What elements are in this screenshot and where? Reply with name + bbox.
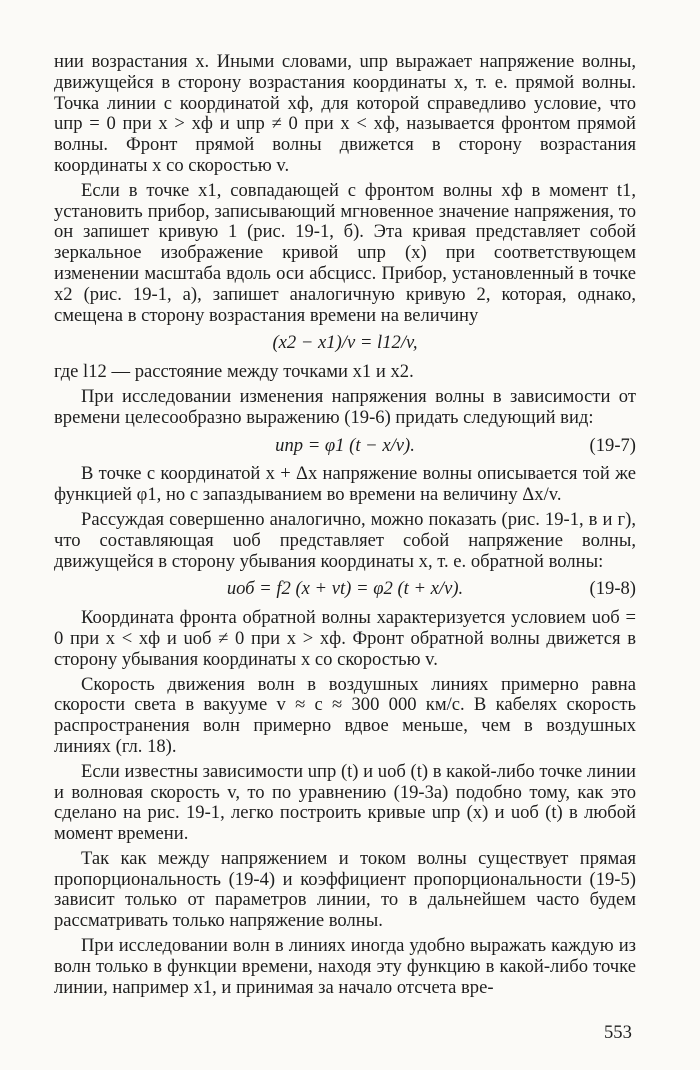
formula [54,436,636,457]
paragraph: Скорость движения волн в воздушных линиях примерно равна скорости света в вакууме v ≈ c ≈ 300 000 км/с. В кабелях скорость распространения волн примерно вдвое меньше, чем в воздушных линиях (гл. 18). [54,673,636,757]
formula [54,333,636,354]
paragraph: Координата фронта обратной волны характеризуется условием uоб = 0 при x < xф и uоб ≠ 0 при x > xф. Фронт обратной волны движется в сторону убывания координаты x со скоростью v. [54,607,636,670]
formula-text: uпр = φ1 (t − x/v). [275,434,415,456]
paragraph: Если в точке x1, совпадающей с фронтом волны xф в момент t1, установить прибор, записывающий мгновенное значение напряжения, то он запишет кривую 1 (рис. 19-1, б). Эта кривая представляет собой зеркальное изображение кривой uпр (x) при соответствующем изменении масштаба вдоль оси абсцисс. Прибор, установленный в точке x2 (рис. 19-1, а), запишет аналогичную кривую 2, которая, однако, смещена в сторону возрастания времени на величину [54,179,636,326]
paragraph: При исследовании изменения напряжения волны в зависимости от времени целесообразно выражению (19-6) придать следующий вид: [54,385,636,428]
paragraph: нии возрастания x. Иными словами, uпр выражает напряжение волны, движущейся в сторону возрастания координаты x, т. е. прямой волны. Точка линии с координатой xф, для которой справедливо условие, что uпр = 0 при x > xф и uпр ≠ 0 при x < xф, называется фронтом прямой волны. Фронт прямой волны движется в сторону возрастания координаты x со скоростью v. [54,51,636,176]
formula-text: uоб = f2 (x + vt) = φ2 (t + x/v). [226,578,464,600]
paragraph: При исследовании волн в линиях иногда удобно выражать каждую из волн только в функции времени, находя эту функцию в какой-либо точке линии, например x1, и принимая за начало отсчета вре- [54,935,636,998]
paragraph: Рассуждая совершенно аналогично, можно показать (рис. 19-1, в и г), что составляющая uоб представляет собой напряжение волны, движущейся в сторону убывания координаты x, т. е. обратной волны: [54,508,636,572]
paragraph: Так как между напряжением и током волны существует прямая пропорциональность (19-4) и коэффициент пропорциональности (19-5) зависит только от параметров линии, то в дальнейшем часто будем рассматривать только напряжение волны. [54,847,636,932]
paragraph: В точке с координатой x + Δx напряжение волны описывается той же функцией φ1, но с запаздыванием во времени на величину Δx/v. [54,463,636,506]
formula-text: (x2 − x1)/v = l12/v, [272,332,418,354]
equation-number: (19-7) [589,434,636,456]
paragraph: Если известны зависимости uпр (t) и uоб (t) в какой-либо точке линии и волновая скорость v, то по уравнению (19-3а) подобно тому, как это сделано на рис. 19-1, легко построить кривые uпр (x) и uоб (t) в любой момент времени. [54,760,636,845]
formula [54,579,636,600]
body-text [54,52,636,998]
paragraph: где l12 — расстояние между точками x1 и x2. [54,361,414,383]
equation-number: (19-8) [589,578,636,600]
page-number: 553 [604,1022,632,1043]
